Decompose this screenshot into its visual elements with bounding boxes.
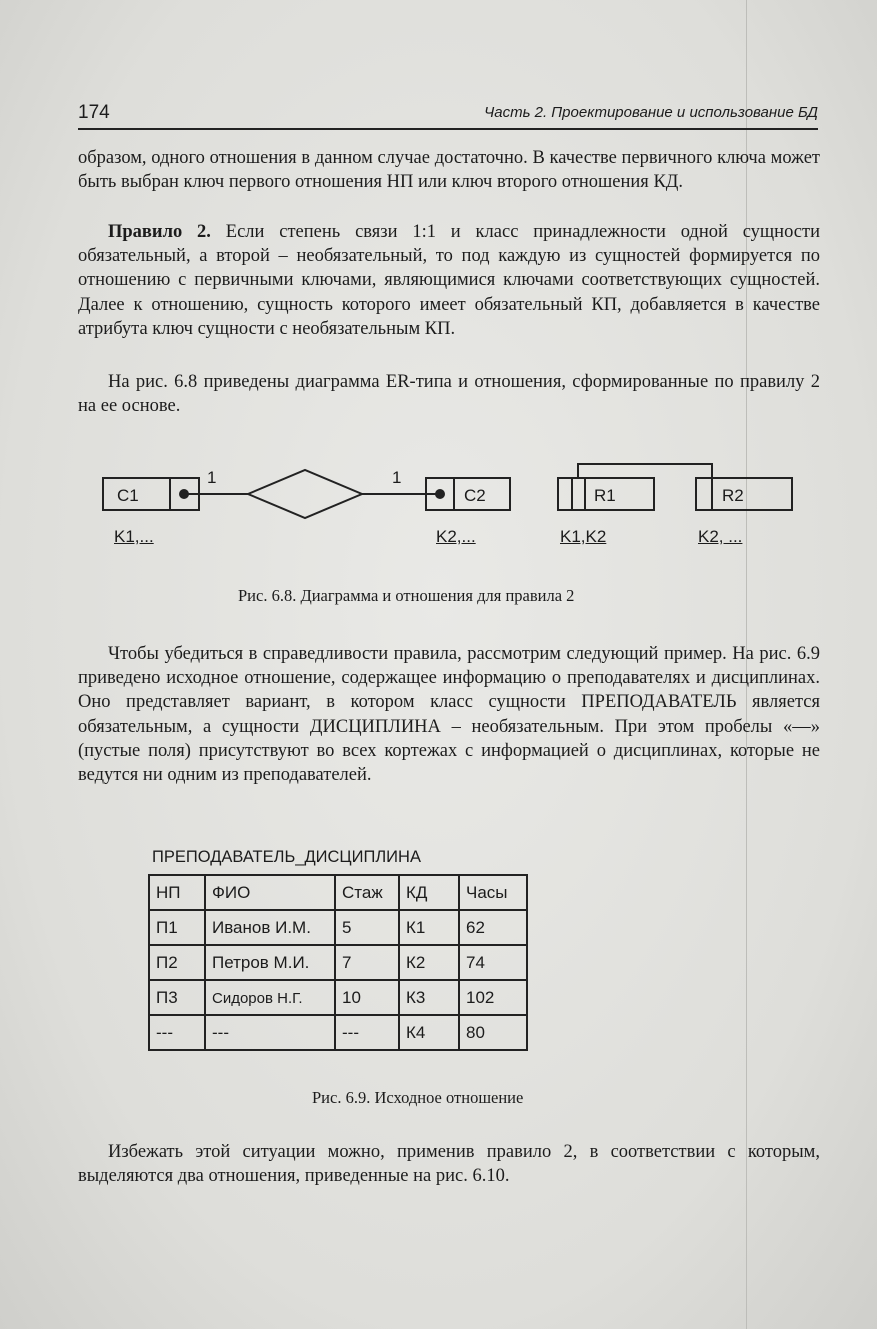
paragraph-example: Чтобы убедиться в справедливости правила, рассмотрим следующий пример. На рис. 6.9 приведено исходное отношение, содержащее информацию о преподавателях и дисциплинах. Оно представляет вариант, в котором класс сущности ПРЕПОДАВАТЕЛЬ является обязательным, а сущности ДИСЦИПЛИНА – необязательным. При этом пробелы «—» (пустые поля) присутствуют во всех кортежах с информацией о дисциплинах, которые не ведутся ни одним из преподавателей. (78, 644, 820, 786)
column-header: ФИО (205, 875, 335, 910)
table-cell: --- (149, 1015, 205, 1050)
table-row (149, 945, 527, 980)
table-cell: --- (335, 1015, 399, 1050)
table-cell: Петров М.И. (205, 945, 335, 980)
figure-6-8-caption: Рис. 6.8. Диаграмма и отношения для правила 2 (238, 586, 575, 605)
paragraph-conclusion: Избежать этой ситуации можно, применив правило 2, в соответствии с которым, выделяются два отношения, приведенные на рис. 6.10. (78, 1142, 820, 1187)
rule-2-lead: Правило 2. (108, 222, 211, 242)
key-r2: K2, ... (698, 527, 743, 546)
table-cell (205, 980, 335, 1015)
key-c2: K2,... (436, 527, 476, 546)
entity-c1-label: C1 (117, 486, 139, 505)
table-cell: П3 (149, 980, 205, 1015)
table-cell: 5 (335, 910, 399, 945)
running-title: Часть 2. Проектирование и использование БД (484, 104, 818, 121)
table-cell: Иванов И.М. (205, 910, 335, 945)
paragraph-1: образом, одного отношения в данном случае достаточно. В качестве первичного ключа может быть выбран ключ первого отношения НП или ключ второго отношения КД. (78, 148, 820, 193)
figure-6-9-caption: Рис. 6.9. Исходное отношение (312, 1088, 524, 1107)
table-cell: 62 (459, 910, 527, 945)
c2-membership-dot (435, 489, 445, 499)
relation-r2-label: R2 (722, 486, 744, 505)
relation-r2-box (696, 478, 792, 510)
page-header (78, 102, 818, 130)
key-r1: K1,K2 (560, 527, 607, 546)
table-cell: К2 (399, 945, 459, 980)
table-row (149, 1015, 527, 1050)
table-row (149, 980, 527, 1015)
table-cell: П1 (149, 910, 205, 945)
table-cell: 10 (335, 980, 399, 1015)
table-cell: К4 (399, 1015, 459, 1050)
relation-r1-label: R1 (594, 486, 616, 505)
table-cell: П2 (149, 945, 205, 980)
table-cell: 80 (459, 1015, 527, 1050)
c1-membership-dot (179, 489, 189, 499)
paragraph-fig-6-8-intro: На рис. 6.8 приведены диаграмма ER-типа и отношения, сформированные по правилу 2 на ее основе. (78, 372, 820, 417)
table-cell: К1 (399, 910, 459, 945)
cardinality-right: 1 (392, 468, 402, 487)
table-cell: К3 (399, 980, 459, 1015)
table-cell: 7 (335, 945, 399, 980)
entity-c2-label: C2 (464, 486, 486, 505)
table-cell: --- (205, 1015, 335, 1050)
table-cell-text: Сидоров Н.Г. (212, 989, 303, 1007)
relation-table (148, 874, 528, 1051)
page-number: 174 (78, 102, 110, 123)
column-header: НП (149, 875, 205, 910)
column-header: Часы (459, 875, 527, 910)
key-c1: K1,... (114, 527, 154, 546)
column-header: КД (399, 875, 459, 910)
relationship-diamond (248, 470, 362, 518)
table-cell: 102 (459, 980, 527, 1015)
table-header-row (149, 875, 527, 910)
column-header: Стаж (335, 875, 399, 910)
table-cell: 74 (459, 945, 527, 980)
paragraph-rule-2 (78, 220, 820, 341)
cardinality-left: 1 (207, 468, 217, 487)
table-title: ПРЕПОДАВАТЕЛЬ_ДИСЦИПЛИНА (152, 848, 421, 866)
table-row (149, 910, 527, 945)
rule-2-body: Если степень связи 1:1 и класс принадлежности одной сущности обязательный, а второй – необязательный, то под каждую из сущностей формируется по отношению с первичными ключами, являющимися ключами соответствующих сущностей. Далее к отношению, сущность которого имеет обязательный КП, добавляется в качестве атрибута ключ сущности с необязательным КП. (78, 222, 820, 339)
